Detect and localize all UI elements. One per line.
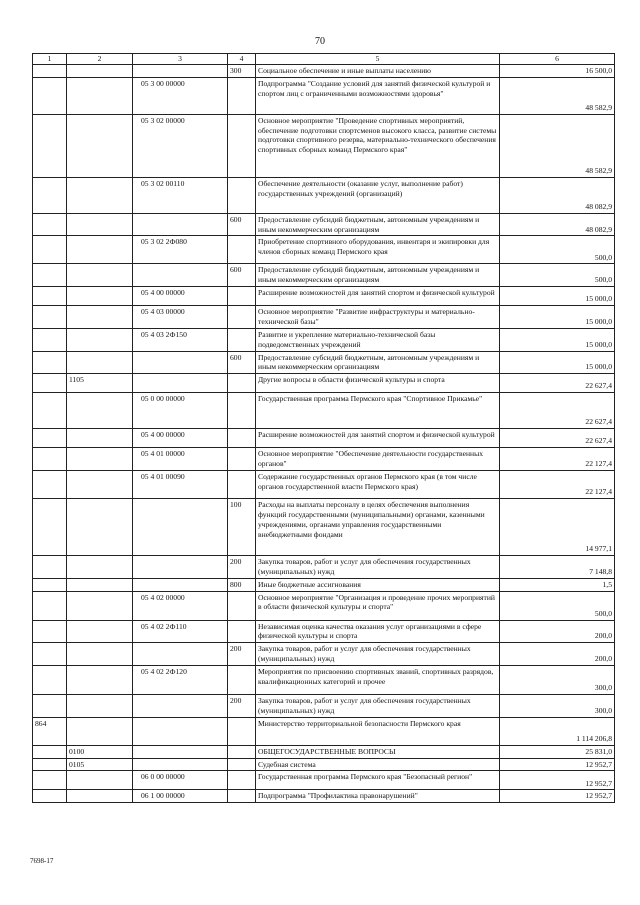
expense-type-code-cell: [228, 114, 256, 177]
amount-cell: 500,0: [500, 236, 615, 264]
expense-type-code-cell: [228, 620, 256, 643]
section-code-cell: 1105: [67, 374, 133, 393]
amount-cell: 16 500,0: [500, 64, 615, 77]
header-cell: 4: [228, 54, 256, 65]
amount-cell: 12 952,7: [500, 790, 615, 803]
table-row: [33, 790, 615, 803]
grbs-code-cell: [33, 499, 67, 556]
expense-type-code-cell: 200: [228, 695, 256, 718]
section-code-cell: [67, 471, 133, 499]
section-code-cell: [67, 790, 133, 803]
amount-cell: 25 831,0: [500, 745, 615, 758]
amount-cell: 15 000,0: [500, 328, 615, 351]
amount-cell: 12 952,7: [500, 758, 615, 771]
amount-cell: 48 582,9: [500, 77, 615, 114]
section-code-cell: [67, 64, 133, 77]
expense-type-code-cell: 300: [228, 64, 256, 77]
section-code-cell: [67, 306, 133, 329]
expense-type-code-cell: 800: [228, 578, 256, 591]
target-article-code-cell: 05 4 00 00000: [133, 287, 228, 306]
target-article-code-cell: 05 4 01 00090: [133, 471, 228, 499]
table-row: [33, 745, 615, 758]
table-row: [33, 666, 615, 695]
amount-cell: 22 127,4: [500, 471, 615, 499]
grbs-code-cell: [33, 264, 67, 287]
description-cell: Другие вопросы в области физической культуры и спорта: [256, 374, 500, 393]
expense-type-code-cell: [228, 374, 256, 393]
description-cell: Расширение возможностей для занятий спортом и физической культурой: [256, 429, 500, 448]
grbs-code-cell: [33, 643, 67, 666]
target-article-code-cell: [133, 213, 228, 236]
amount-cell: 14 977,1: [500, 499, 615, 556]
section-code-cell: [67, 429, 133, 448]
section-code-cell: [67, 643, 133, 666]
description-cell: Предоставление субсидий бюджетным, автономным учреждениям и иным некоммерческим организациям: [256, 213, 500, 236]
section-code-cell: [67, 556, 133, 579]
amount-cell: 200,0: [500, 643, 615, 666]
amount-cell: 12 952,7: [500, 771, 615, 790]
amount-cell: 500,0: [500, 264, 615, 287]
grbs-code-cell: [33, 374, 67, 393]
amount-cell: 22 127,4: [500, 448, 615, 471]
section-code-cell: [67, 620, 133, 643]
table-row: [33, 499, 615, 556]
grbs-code-cell: [33, 393, 67, 429]
target-article-code-cell: [133, 556, 228, 579]
budget-table: [32, 53, 615, 803]
section-code-cell: [67, 591, 133, 620]
table-row: [33, 328, 615, 351]
target-article-code-cell: [133, 643, 228, 666]
description-cell: Расходы на выплаты персоналу в целях обеспечения выполнения функций государственными (муниципальными) органами, казенными учреждениями, органами управления государственными внебюджетными фондами: [256, 499, 500, 556]
table-row: [33, 771, 615, 790]
target-article-code-cell: 05 4 00 00000: [133, 429, 228, 448]
description-cell: ОБЩЕГОСУДАРСТВЕННЫЕ ВОПРОСЫ: [256, 745, 500, 758]
amount-cell: 22 627,4: [500, 429, 615, 448]
description-cell: Государственная программа Пермского края "Спортивное Прикамье": [256, 393, 500, 429]
description-cell: Иные бюджетные ассигнования: [256, 578, 500, 591]
expense-type-code-cell: [228, 429, 256, 448]
amount-cell: 1,5: [500, 578, 615, 591]
grbs-code-cell: [33, 77, 67, 114]
table-row: [33, 213, 615, 236]
section-code-cell: 0100: [67, 745, 133, 758]
expense-type-code-cell: [228, 745, 256, 758]
description-cell: Независимая оценка качества оказания услуг организациями в сфере физической культуры и спорта: [256, 620, 500, 643]
table-row: [33, 429, 615, 448]
header-cell: 3: [133, 54, 228, 65]
expense-type-code-cell: 100: [228, 499, 256, 556]
expense-type-code-cell: [228, 471, 256, 499]
expense-type-code-cell: 600: [228, 351, 256, 374]
target-article-code-cell: [133, 695, 228, 718]
table-row: [33, 643, 615, 666]
table-row: [33, 77, 615, 114]
expense-type-code-cell: [228, 287, 256, 306]
table-row: [33, 287, 615, 306]
description-cell: Закупка товаров, работ и услуг для обеспечения государственных (муниципальных) нужд: [256, 643, 500, 666]
target-article-code-cell: [133, 578, 228, 591]
expense-type-code-cell: [228, 328, 256, 351]
section-code-cell: [67, 448, 133, 471]
section-code-cell: [67, 264, 133, 287]
section-code-cell: [67, 287, 133, 306]
expense-type-code-cell: [228, 236, 256, 264]
amount-cell: 300,0: [500, 695, 615, 718]
grbs-code-cell: [33, 790, 67, 803]
target-article-code-cell: 05 4 01 00000: [133, 448, 228, 471]
section-code-cell: 0105: [67, 758, 133, 771]
amount-cell: 300,0: [500, 666, 615, 695]
grbs-code-cell: [33, 695, 67, 718]
section-code-cell: [67, 393, 133, 429]
grbs-code-cell: [33, 213, 67, 236]
grbs-code-cell: [33, 578, 67, 591]
table-row: [33, 351, 615, 374]
description-cell: Приобретение спортивного оборудования, инвентаря и экипировки для членов сборных команд Пермского края: [256, 236, 500, 264]
description-cell: Судебная система: [256, 758, 500, 771]
expense-type-code-cell: [228, 306, 256, 329]
grbs-code-cell: [33, 448, 67, 471]
table-row: [33, 114, 615, 177]
expense-type-code-cell: 600: [228, 213, 256, 236]
section-code-cell: [67, 578, 133, 591]
section-code-cell: [67, 213, 133, 236]
description-cell: Обеспечение деятельности (оказание услуг, выполнение работ) государственных учреждений (организаций): [256, 177, 500, 213]
expense-type-code-cell: [228, 666, 256, 695]
section-code-cell: [67, 771, 133, 790]
target-article-code-cell: [133, 64, 228, 77]
expense-type-code-cell: [228, 393, 256, 429]
target-article-code-cell: 05 3 00 00000: [133, 77, 228, 114]
table-row: [33, 264, 615, 287]
description-cell: Подпрограмма "Создание условий для занятий физической культурой и спортом лиц с ограниченными возможностями здоровья": [256, 77, 500, 114]
table-row: [33, 393, 615, 429]
target-article-code-cell: 05 0 00 00000: [133, 393, 228, 429]
grbs-code-cell: [33, 351, 67, 374]
target-article-code-cell: [133, 717, 228, 745]
table-row: [33, 556, 615, 579]
grbs-code-cell: [33, 666, 67, 695]
grbs-code-cell: [33, 306, 67, 329]
grbs-code-cell: [33, 745, 67, 758]
grbs-code-cell: [33, 287, 67, 306]
section-code-cell: [67, 114, 133, 177]
description-cell: Министерство территориальной безопасности Пермского края: [256, 717, 500, 745]
amount-cell: 15 000,0: [500, 287, 615, 306]
amount-cell: 1 114 206,8: [500, 717, 615, 745]
section-code-cell: [67, 666, 133, 695]
header-cell: 1: [33, 54, 67, 65]
description-cell: Предоставление субсидий бюджетным, автономным учреждениям и иным некоммерческим организациям: [256, 351, 500, 374]
description-cell: Социальное обеспечение и иные выплаты населению: [256, 64, 500, 77]
grbs-code-cell: [33, 177, 67, 213]
section-code-cell: [67, 177, 133, 213]
amount-cell: 22 627,4: [500, 393, 615, 429]
description-cell: Государственная программа Пермского края "Безопасный регион": [256, 771, 500, 790]
target-article-code-cell: 06 0 00 00000: [133, 771, 228, 790]
grbs-code-cell: [33, 328, 67, 351]
description-cell: Развитие и укрепление материально-технической базы подведомственных учреждений: [256, 328, 500, 351]
description-cell: Закупка товаров, работ и услуг для обеспечения государственных (муниципальных) нужд: [256, 695, 500, 718]
expense-type-code-cell: [228, 771, 256, 790]
expense-type-code-cell: 200: [228, 643, 256, 666]
header-cell: 5: [256, 54, 500, 65]
amount-cell: 15 000,0: [500, 351, 615, 374]
header-row: [33, 54, 615, 65]
expense-type-code-cell: [228, 758, 256, 771]
target-article-code-cell: [133, 758, 228, 771]
grbs-code-cell: [33, 236, 67, 264]
target-article-code-cell: [133, 374, 228, 393]
header-cell: 2: [67, 54, 133, 65]
section-code-cell: [67, 717, 133, 745]
expense-type-code-cell: [228, 448, 256, 471]
table-row: [33, 448, 615, 471]
amount-cell: 15 000,0: [500, 306, 615, 329]
target-article-code-cell: 05 3 02 00000: [133, 114, 228, 177]
grbs-code-cell: [33, 620, 67, 643]
target-article-code-cell: 05 4 03 00000: [133, 306, 228, 329]
grbs-code-cell: [33, 758, 67, 771]
section-code-cell: [67, 236, 133, 264]
target-article-code-cell: 05 3 02 00110: [133, 177, 228, 213]
description-cell: Закупка товаров, работ и услуг для обеспечения государственных (муниципальных) нужд: [256, 556, 500, 579]
description-cell: Мероприятия по присвоению спортивных званий, спортивных разрядов, квалификационных категорий и прочее: [256, 666, 500, 695]
table-row: [33, 578, 615, 591]
expense-type-code-cell: [228, 717, 256, 745]
table-row: [33, 695, 615, 718]
table-row: [33, 236, 615, 264]
description-cell: Основное мероприятие "Проведение спортивных мероприятий, обеспечение подготовки спортсменов высокого класса, развитие системы подготовки спортивного резерва, материально-технического обеспечения спортивных сборных команд Пермского края": [256, 114, 500, 177]
grbs-code-cell: [33, 471, 67, 499]
table-row: [33, 374, 615, 393]
grbs-code-cell: [33, 556, 67, 579]
description-cell: Подпрограмма "Профилактика правонарушений": [256, 790, 500, 803]
amount-cell: 7 148,8: [500, 556, 615, 579]
description-cell: Основное мероприятие "Организация и проведение прочих мероприятий в области физической культуры и спорта": [256, 591, 500, 620]
description-cell: Основное мероприятие "Развитие инфраструктуры и материально-технической базы": [256, 306, 500, 329]
section-code-cell: [67, 77, 133, 114]
page-number: 70: [315, 36, 325, 47]
target-article-code-cell: 05 4 02 2Ф110: [133, 620, 228, 643]
table-row: [33, 591, 615, 620]
section-code-cell: [67, 695, 133, 718]
amount-cell: 200,0: [500, 620, 615, 643]
target-article-code-cell: 05 4 02 2Ф120: [133, 666, 228, 695]
grbs-code-cell: [33, 591, 67, 620]
target-article-code-cell: [133, 499, 228, 556]
amount-cell: 500,0: [500, 591, 615, 620]
table-row: [33, 177, 615, 213]
target-article-code-cell: 06 1 00 00000: [133, 790, 228, 803]
section-code-cell: [67, 328, 133, 351]
grbs-code-cell: [33, 771, 67, 790]
section-code-cell: [67, 351, 133, 374]
grbs-code-cell: [33, 64, 67, 77]
table-row: [33, 306, 615, 329]
table-row: [33, 717, 615, 745]
document-code: 7698-17: [30, 857, 54, 865]
expense-type-code-cell: [228, 790, 256, 803]
description-cell: Основное мероприятие "Обеспечение деятельности государственных органов": [256, 448, 500, 471]
description-cell: Расширение возможностей для занятий спортом и физической культурой: [256, 287, 500, 306]
table-row: [33, 471, 615, 499]
header-cell: 6: [500, 54, 615, 65]
amount-cell: 48 082,9: [500, 213, 615, 236]
expense-type-code-cell: 200: [228, 556, 256, 579]
amount-cell: 48 082,9: [500, 177, 615, 213]
description-cell: Предоставление субсидий бюджетным, автономным учреждениям и иным некоммерческим организациям: [256, 264, 500, 287]
grbs-code-cell: 864: [33, 717, 67, 745]
amount-cell: 22 627,4: [500, 374, 615, 393]
target-article-code-cell: 05 3 02 2Ф080: [133, 236, 228, 264]
expense-type-code-cell: 600: [228, 264, 256, 287]
grbs-code-cell: [33, 429, 67, 448]
description-cell: Содержание государственных органов Пермского края (в том числе органов государственной власти Пермского края): [256, 471, 500, 499]
target-article-code-cell: 05 4 03 2Ф150: [133, 328, 228, 351]
expense-type-code-cell: [228, 591, 256, 620]
amount-cell: 48 582,9: [500, 114, 615, 177]
section-code-cell: [67, 499, 133, 556]
table-row: [33, 64, 615, 77]
target-article-code-cell: [133, 745, 228, 758]
table-row: [33, 620, 615, 643]
grbs-code-cell: [33, 114, 67, 177]
table-row: [33, 758, 615, 771]
expense-type-code-cell: [228, 77, 256, 114]
target-article-code-cell: [133, 264, 228, 287]
target-article-code-cell: [133, 351, 228, 374]
target-article-code-cell: 05 4 02 00000: [133, 591, 228, 620]
expense-type-code-cell: [228, 177, 256, 213]
